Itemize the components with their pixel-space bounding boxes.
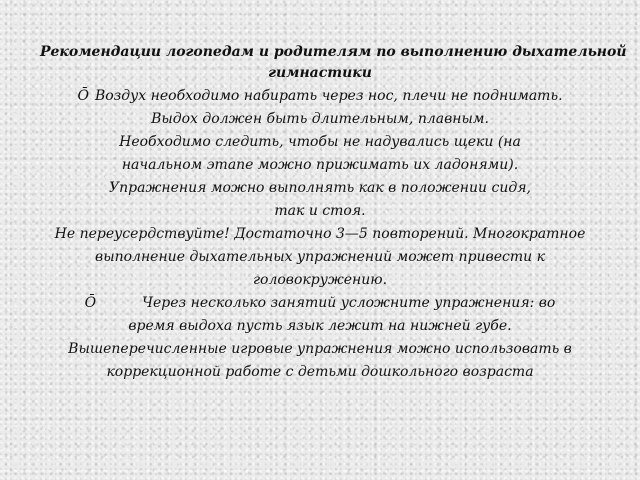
- text-line: Выдох должен быть длительным, плавным.: [151, 111, 489, 127]
- slide-title: [40, 42, 627, 84]
- text-line: начальном этапе можно прижимать их ладонями).: [121, 157, 519, 173]
- text-line: коррекционной работе с детьми дошкольного возраста: [106, 364, 534, 380]
- bullet-icon: Ō: [84, 295, 97, 311]
- text-line: [40, 85, 600, 108]
- text-line: Не переусердствуйте! Достаточно 3—5 повторений. Многократное: [54, 226, 586, 242]
- text-line: выполнение дыхательных упражнений может привести к: [95, 249, 545, 265]
- text-line: так и стоя.: [274, 203, 366, 219]
- title-line: Рекомендации логопедам и родителям по выполнению дыхательной: [40, 44, 627, 60]
- text-line-content: Воздух необходимо набирать через нос, плечи не поднимать.: [94, 88, 563, 104]
- bullet-icon: Ō: [77, 88, 89, 104]
- text-line-content: Через несколько занятий усложните упражнения: во: [142, 295, 556, 311]
- text-line: [40, 292, 600, 315]
- slide-content: [40, 42, 627, 384]
- text-line: время выдоха пусть язык лежит на нижней губе.: [128, 318, 512, 334]
- body-text: [40, 85, 600, 384]
- text-line: Вышеперечисленные игровые упражнения можно использовать в: [68, 341, 572, 357]
- text-line: головокружению.: [252, 272, 388, 288]
- title-line: гимнастики: [268, 65, 372, 81]
- text-line: Необходимо следить, чтобы не надувались щеки (на: [119, 134, 521, 150]
- text-line: Упражнения можно выполнять как в положении сидя,: [109, 180, 531, 196]
